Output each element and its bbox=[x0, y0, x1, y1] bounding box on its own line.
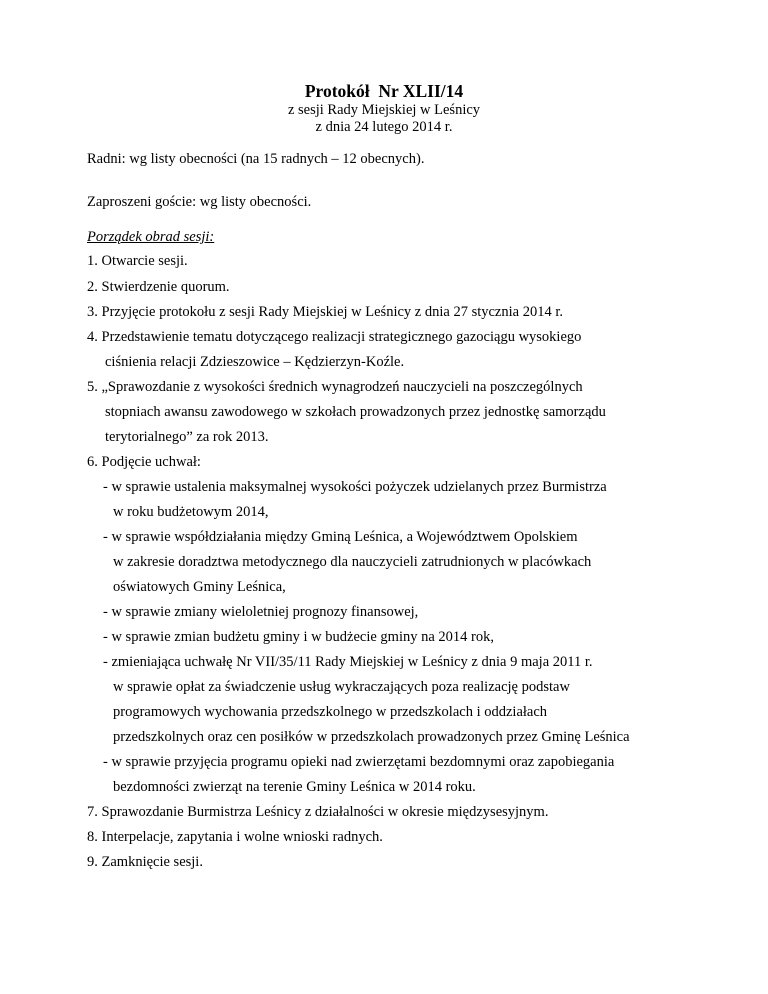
agenda-item-continuation: ciśnienia relacji Zdzieszowice – Kędzierzyn-Koźle. bbox=[105, 354, 405, 370]
resolution-item: - zmieniająca uchwałę Nr VII/35/11 Rady Miejskiej w Leśnicy z dnia 9 maja 2011 r. bbox=[103, 654, 593, 670]
resolution-item: - w sprawie ustalenia maksymalnej wysokości pożyczek udzielanych przez Burmistrza bbox=[103, 479, 607, 495]
agenda-item: 7. Sprawozdanie Burmistrza Leśnicy z działalności w okresie międzysesyjnym. bbox=[87, 804, 549, 820]
agenda-item-continuation: stopniach awansu zawodowego w szkołach prowadzonych przez jednostkę samorządu bbox=[105, 404, 606, 420]
resolution-item-continuation: przedszkolnych oraz cen posiłków w przedszkolach prowadzonych przez Gminę Leśnica bbox=[113, 729, 630, 745]
resolution-item: - w sprawie zmiany wieloletniej prognozy finansowej, bbox=[103, 604, 419, 620]
agenda-heading: Porządek obrad sesji: bbox=[87, 229, 215, 245]
guests-line: Zaproszeni goście: wg listy obecności. bbox=[87, 194, 312, 210]
resolution-item-continuation: w sprawie opłat za świadczenie usług wykraczających poza realizację podstaw bbox=[113, 679, 570, 695]
agenda-item: 6. Podjęcie uchwał: bbox=[87, 454, 201, 470]
agenda-item: 9. Zamknięcie sesji. bbox=[87, 854, 203, 870]
resolution-item: - w sprawie współdziałania między Gminą Leśnica, a Województwem Opolskiem bbox=[103, 529, 578, 545]
agenda-item-continuation: terytorialnego” za rok 2013. bbox=[105, 429, 269, 445]
agenda-item: 8. Interpelacje, zapytania i wolne wnioski radnych. bbox=[87, 829, 383, 845]
resolution-item-continuation: w roku budżetowym 2014, bbox=[113, 504, 269, 520]
session-date: z dnia 24 lutego 2014 r. bbox=[315, 119, 453, 135]
agenda-item: 1. Otwarcie sesji. bbox=[87, 253, 188, 269]
attendance-line: Radni: wg listy obecności (na 15 radnych – 12 obecnych). bbox=[87, 151, 425, 167]
session-subtitle: z sesji Rady Miejskiej w Leśnicy bbox=[287, 102, 481, 118]
resolution-item: - w sprawie zmian budżetu gminy i w budżecie gminy na 2014 rok, bbox=[103, 629, 494, 645]
resolution-item-continuation: w zakresie doradztwa metodycznego dla nauczycieli zatrudnionych w placówkach bbox=[113, 554, 592, 570]
resolution-item: - w sprawie przyjęcia programu opieki nad zwierzętami bezdomnymi oraz zapobiegania bbox=[103, 754, 615, 770]
agenda-item: 5. „Sprawozdanie z wysokości średnich wynagrodzeń nauczycieli na poszczególnych bbox=[87, 379, 583, 395]
resolution-item-continuation: programowych wychowania przedszkolnego w przedszkolach i oddziałach bbox=[113, 704, 548, 720]
agenda-item: 3. Przyjęcie protokołu z sesji Rady Miejskiej w Leśnicy z dnia 27 stycznia 2014 r. bbox=[87, 304, 563, 320]
document-title: Protokół Nr XLII/14 bbox=[304, 81, 464, 101]
document-header bbox=[0, 80, 768, 136]
agenda-item: 4. Przedstawienie tematu dotyczącego realizacji strategicznego gazociągu wysokiego bbox=[87, 329, 582, 345]
resolution-item-continuation: bezdomności zwierząt na terenie Gminy Leśnica w 2014 roku. bbox=[113, 779, 476, 795]
agenda-item: 2. Stwierdzenie quorum. bbox=[87, 279, 230, 295]
resolution-item-continuation: oświatowych Gminy Leśnica, bbox=[113, 579, 286, 595]
